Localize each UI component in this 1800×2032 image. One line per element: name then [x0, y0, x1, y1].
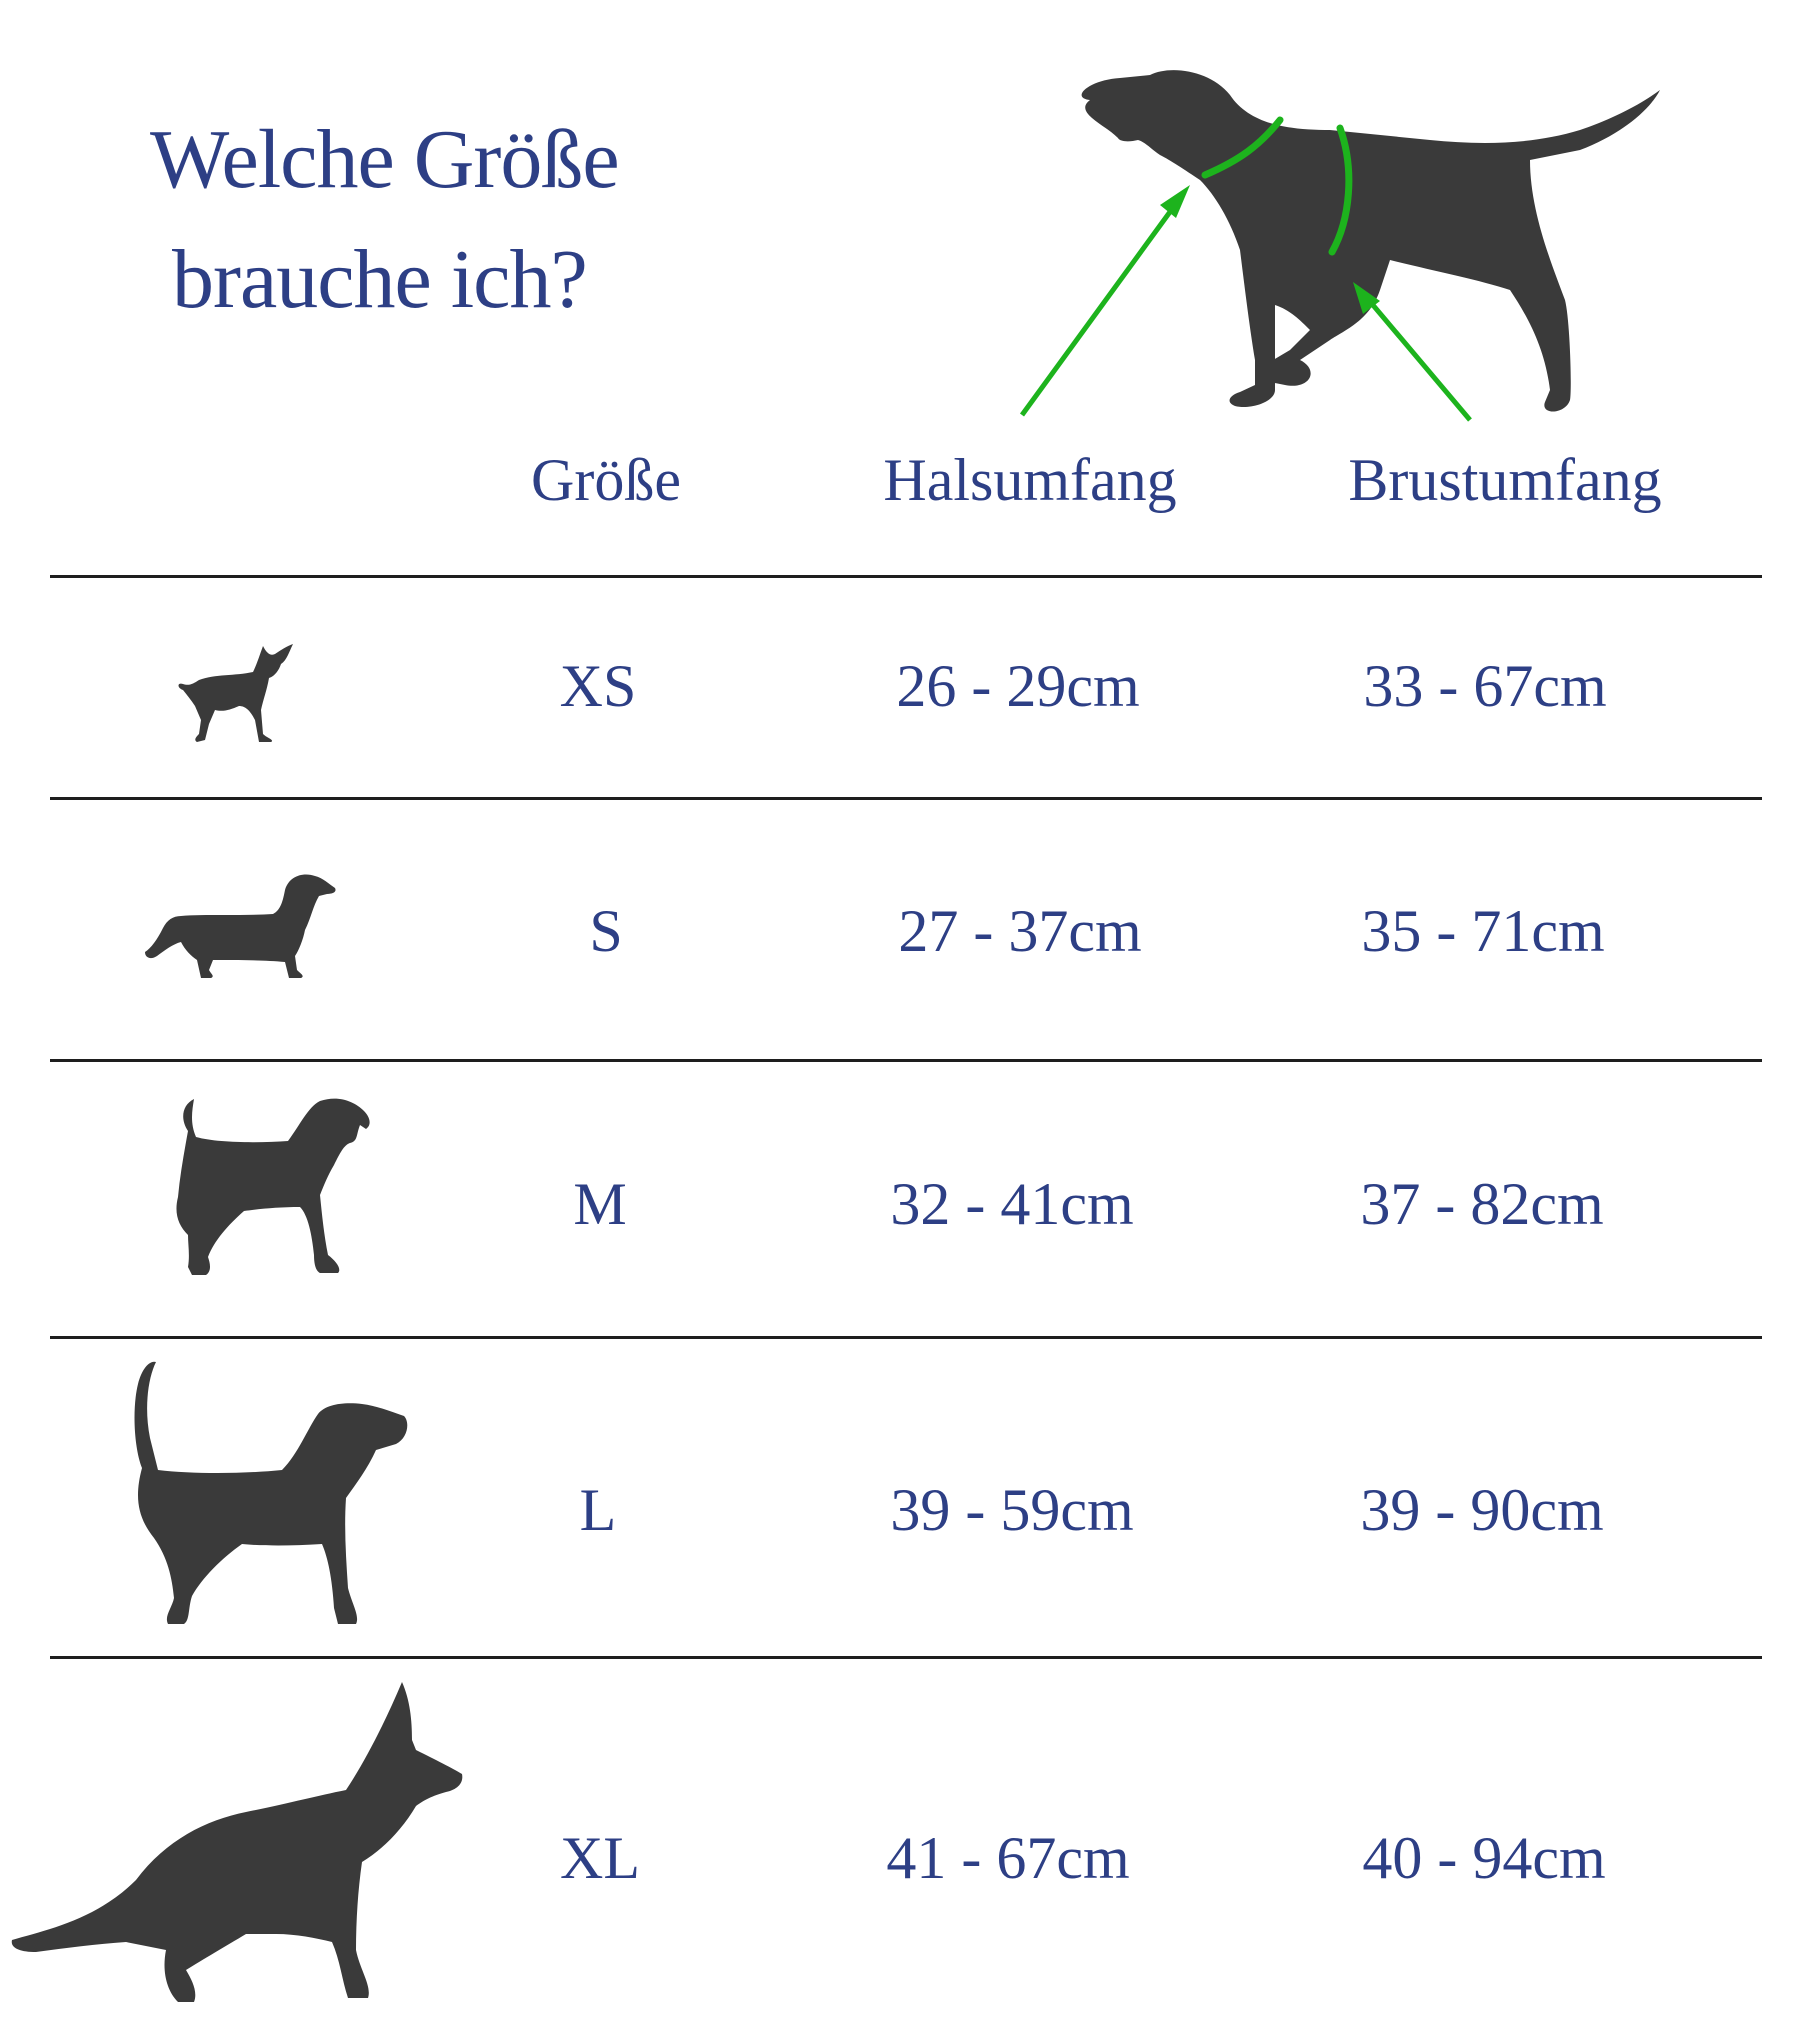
hero-dog-icon — [1010, 30, 1710, 450]
table-divider — [50, 797, 1762, 800]
neck-cell: 32 - 41cm — [890, 1171, 1134, 1237]
column-header-chest: Brustumfang — [1348, 447, 1662, 513]
table-divider — [50, 1059, 1762, 1062]
size-cell: M — [573, 1171, 627, 1237]
chest-cell: 35 - 71cm — [1361, 898, 1605, 964]
chest-cell: 40 - 94cm — [1362, 1825, 1606, 1891]
neck-cell: 26 - 29cm — [896, 653, 1140, 719]
terrier-icon — [148, 1095, 373, 1280]
measurement-illustration — [1010, 30, 1710, 450]
dachshund-icon — [143, 870, 338, 980]
beagle-icon — [112, 1358, 412, 1638]
chest-cell: 39 - 90cm — [1360, 1477, 1604, 1543]
shepherd-icon — [6, 1680, 466, 2015]
chest-cell: 37 - 82cm — [1360, 1171, 1604, 1237]
neck-cell: 27 - 37cm — [898, 898, 1142, 964]
size-cell: S — [589, 898, 623, 964]
title-line-2: brauche ich? — [172, 233, 587, 326]
size-cell: XS — [559, 653, 637, 719]
table-divider — [50, 1336, 1762, 1339]
table-divider — [50, 1656, 1762, 1659]
page-title — [150, 100, 619, 340]
table-divider — [50, 575, 1762, 578]
column-header-neck: Halsumfang — [883, 447, 1177, 513]
column-header-size: Größe — [531, 447, 681, 513]
size-cell: L — [579, 1477, 617, 1543]
size-cell: XL — [560, 1825, 640, 1891]
neck-cell: 39 - 59cm — [890, 1477, 1134, 1543]
title-line-1: Welche Größe — [150, 113, 619, 206]
neck-cell: 41 - 67cm — [886, 1825, 1130, 1891]
chest-cell: 33 - 67cm — [1363, 653, 1607, 719]
chihuahua-icon — [175, 640, 300, 745]
